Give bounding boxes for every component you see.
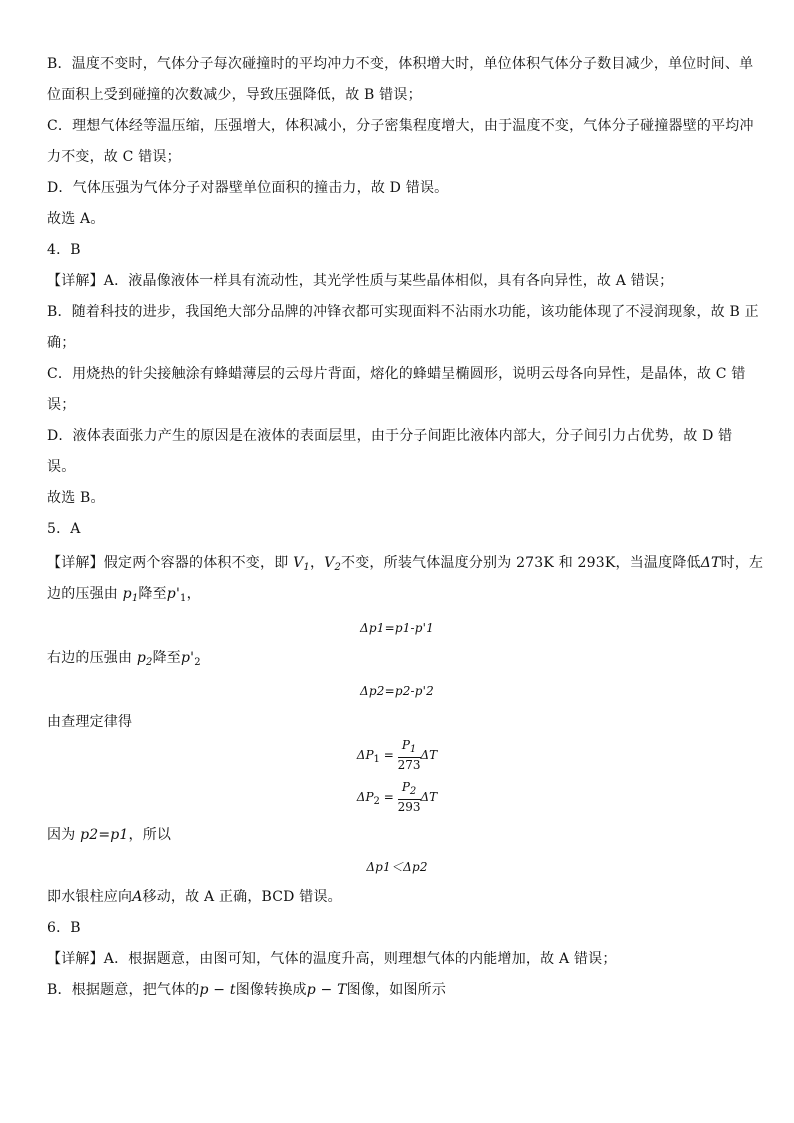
text-line: 即水银柱应向A移动，故 A 正确，BCD 错误。 [47, 889, 342, 905]
text-line: 【详解】假定两个容器的体积不变，即 $V_1$，$V_2$不变，所装气体温度分别为 273K 和 293K，当温度降低ΔT时，左 [47, 555, 764, 573]
formula-dp2: Δp2=p2-p'2 [359, 684, 435, 698]
answer-5: 5．A [47, 521, 81, 537]
text-line: C．理想气体经等温压缩，压强增大，体积减小，分子密集程度增大，由于温度不变，气体分子碰撞器壁的平均冲 [47, 118, 754, 134]
answer-4: 4．B [47, 242, 81, 258]
text-line: 误。 [47, 459, 76, 475]
text-line: 【详解】A．根据题意，由图可知，气体的温度升高，则理想气体的内能增加，故 A 错误； [47, 951, 617, 967]
text-line: 确； [47, 335, 76, 351]
formula-compare: Δp1＜Δp2 [366, 860, 428, 874]
text-line: B．根据题意，把气体的p − t图像转换成p − T图像，如图所示 [47, 982, 447, 998]
text-line: D．气体压强为气体分子对器壁单位面积的撞击力，故 D 错误。 [47, 180, 449, 196]
text-line: D．液体表面张力产生的原因是在液体的表面层里，由于分子间距比液体内部大，分子间引力占优势，故 D 错 [47, 428, 733, 444]
text-line: 误； [47, 397, 76, 413]
text-line: 因为 p2=p1，所以 [47, 827, 172, 843]
text-line: 故选 A。 [47, 211, 105, 227]
text-line: 由查理定律得 [47, 714, 133, 730]
text-line: 故选 B。 [47, 490, 105, 506]
text-line: 力不变，故 C 错误； [47, 149, 181, 165]
text-line: 边的压强由 $p_1$降至$p'_1$， [47, 586, 201, 604]
text-line: 位面积上受到碰撞的次数减少，导致压强降低，故 B 错误； [47, 87, 422, 103]
text-line: B．随着科技的进步，我国绝大部分品牌的冲锋衣都可实现面料不沾雨水功能，该功能体现了不浸润现象，故 B 正 [47, 304, 759, 320]
answer-6: 6．B [47, 920, 81, 936]
formula-dp1: Δp1=p1-p'1 [359, 621, 435, 635]
formula-charles-2: $\Delta P_2$ = $\frac{P_2}{293}$ ΔT [356, 780, 438, 814]
text-line: B．温度不变时，气体分子每次碰撞时的平均冲力不变，体积增大时，单位体积气体分子数目减少，单位时间、单 [47, 56, 754, 72]
text-line: 右边的压强由 $p_2$降至$p'_2$ [47, 650, 201, 668]
text-line: 【详解】A．液晶像液体一样具有流动性，其光学性质与某些晶体相似，具有各向异性，故 A 错误； [47, 273, 674, 289]
text-line: C．用烧热的针尖接触涂有蜂蜡薄层的云母片背面，熔化的蜂蜡呈椭圆形，说明云母各向异性，是晶体，故 C 错 [47, 366, 746, 382]
formula-charles-1: $\Delta P_1$ = $\frac{P_1}{273}$ ΔT [356, 738, 438, 772]
